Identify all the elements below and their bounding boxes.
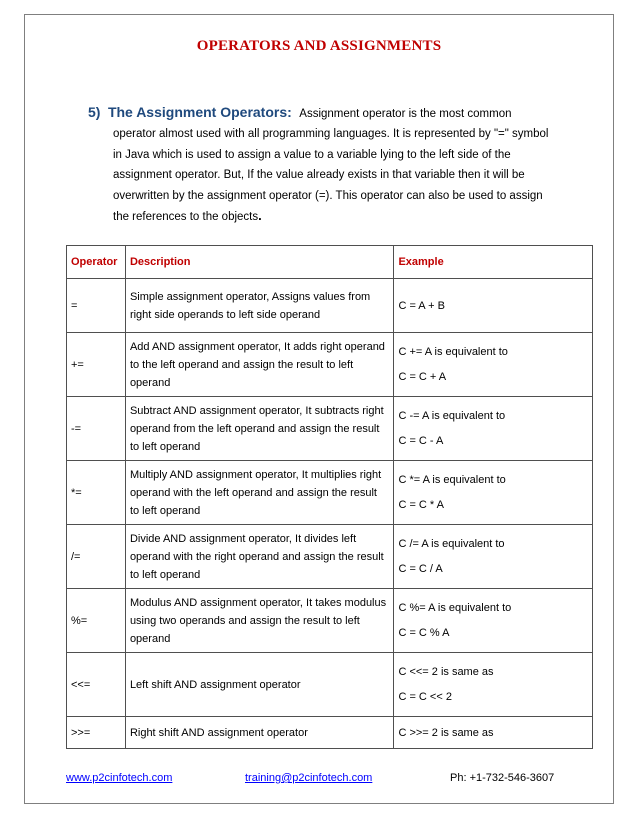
table-row — [67, 653, 593, 717]
description-line: to left operand — [129, 440, 201, 453]
example-line: C /= A is equivalent to — [398, 538, 505, 550]
table-row — [67, 525, 593, 589]
description-line: using two operands and assign the result to left — [129, 614, 360, 627]
table-row — [67, 717, 593, 749]
description-cell — [125, 461, 394, 525]
footer-phone: Ph: +1-732-546-3607 — [450, 772, 555, 784]
operator-cell: += — [67, 333, 126, 397]
description-line: to left operand — [129, 504, 201, 517]
header-operator: Operator — [67, 246, 126, 279]
example-cell — [394, 717, 593, 749]
example-line: C = C / A — [398, 563, 443, 575]
example-line: C = C << 2 — [398, 691, 452, 703]
page-title: OPERATORS AND ASSIGNMENTS — [196, 38, 442, 54]
description-line: Simple assignment operator, Assigns values from — [129, 290, 371, 303]
description-line: operand from the left operand and assign the result — [129, 422, 380, 435]
description-cell — [125, 717, 394, 749]
description-line: operand — [129, 376, 171, 389]
assignment-operators-section — [88, 103, 550, 228]
example-cell — [394, 461, 593, 525]
description-cell — [125, 525, 394, 589]
example-line: C -= A is equivalent to — [398, 410, 506, 422]
table-row — [67, 461, 593, 525]
description-line: Multiply AND assignment operator, It multiplies right — [129, 468, 382, 481]
description-line: to left operand — [129, 568, 201, 581]
description-cell — [125, 279, 394, 333]
description-line: Divide AND assignment operator, It divides left — [129, 532, 357, 545]
email-link[interactable]: training@p2cinfotech.com — [245, 772, 373, 784]
description-line: operand — [129, 632, 171, 645]
header-example: Example — [394, 246, 593, 279]
operator-cell: *= — [67, 461, 126, 525]
operator-cell: %= — [67, 589, 126, 653]
description-line: Left shift AND assignment operator — [129, 678, 301, 691]
description-line: to the left operand and assign the result to left — [129, 358, 354, 371]
section-number: 5) — [88, 104, 101, 120]
description-cell — [125, 589, 394, 653]
description-cell — [125, 653, 394, 717]
example-cell — [394, 589, 593, 653]
description-line: Right shift AND assignment operator — [129, 726, 308, 739]
website-link[interactable]: www.p2cinfotech.com — [66, 772, 173, 784]
section-period: . — [258, 208, 262, 223]
description-line: operand with the left operand and assign the result — [129, 486, 377, 499]
description-cell — [125, 397, 394, 461]
operator-cell: = — [67, 279, 126, 333]
example-cell — [394, 279, 593, 333]
table-row — [67, 397, 593, 461]
header-description: Description — [125, 246, 394, 279]
operator-cell: -= — [67, 397, 126, 461]
table-header-row — [67, 246, 593, 279]
table-row — [67, 589, 593, 653]
description-line: Modulus AND assignment operator, It takes modulus — [129, 596, 387, 609]
section-intro: Assignment operator is the most common — [299, 108, 512, 120]
example-line: C = C + A — [398, 371, 447, 383]
example-cell — [394, 653, 593, 717]
section-heading-line — [88, 103, 550, 124]
example-cell — [394, 525, 593, 589]
example-line: C *= A is equivalent to — [398, 474, 506, 486]
example-cell — [394, 333, 593, 397]
footer-email[interactable] — [245, 772, 372, 784]
table-body — [67, 279, 593, 749]
description-line: right side operands to left side operand — [129, 308, 321, 321]
example-line: C <<= 2 is same as — [398, 666, 494, 678]
operator-cell: <<= — [67, 653, 126, 717]
section-body — [113, 124, 550, 228]
description-line: Add AND assignment operator, It adds right operand — [129, 340, 385, 353]
section-line: the references to the objects — [113, 211, 259, 223]
example-line: C = C % A — [398, 627, 450, 639]
footer-website[interactable] — [66, 772, 172, 784]
operator-cell: /= — [67, 525, 126, 589]
section-line: overwritten by the assignment operator (=). This operator can also be used to assign — [113, 189, 543, 202]
description-line: Subtract AND assignment operator, It subtracts right — [129, 404, 384, 417]
example-line: C = C * A — [398, 499, 444, 511]
example-cell — [394, 397, 593, 461]
example-line: C >>= 2 is same as — [398, 726, 494, 739]
example-line: C += A is equivalent to — [398, 346, 508, 358]
description-cell — [125, 333, 394, 397]
example-line: C = C - A — [398, 435, 444, 447]
example-line: C = A + B — [398, 299, 445, 312]
section-line: operator almost used with all programming languages. It is represented by "=" symbol — [113, 128, 549, 140]
example-line: C %= A is equivalent to — [398, 602, 512, 614]
operator-cell: >>= — [67, 717, 126, 749]
section-line-last — [113, 206, 550, 228]
table-row — [67, 279, 593, 333]
table-row — [67, 333, 593, 397]
section-line: in Java which is used to assign a value to a variable lying to the left side of the — [113, 148, 511, 161]
description-line: operand with the right operand and assign the result — [129, 550, 384, 563]
operators-table — [66, 245, 593, 749]
section-heading: The Assignment Operators: — [107, 104, 292, 120]
section-line: assignment operator. But, If the value already exists in that variable then it will be — [113, 169, 525, 181]
